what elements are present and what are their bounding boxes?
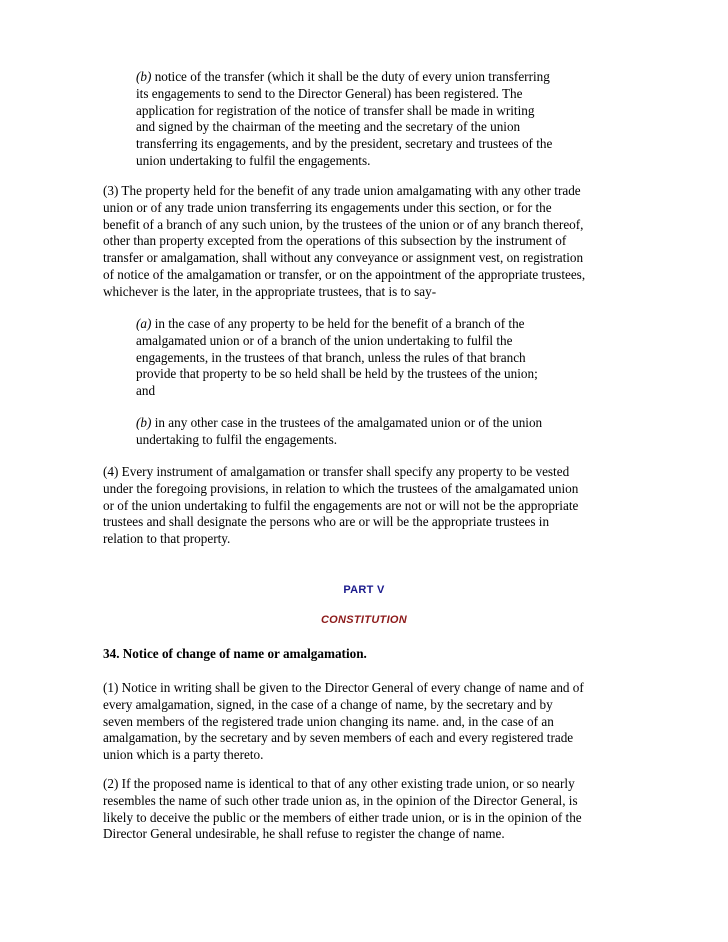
text-line: union which is a party thereto. — [103, 747, 264, 763]
text-line: application for registration of the notice of transfer shall be made in writing — [136, 102, 535, 118]
text-line: relation to that property. — [103, 531, 231, 547]
paragraph-b-notice-of-transfer — [136, 69, 606, 170]
text-line: other than property excepted from the operations of this subsection by the instrument of — [103, 233, 567, 249]
section-heading: 34. Notice of change of name or amalgamation. — [103, 646, 367, 661]
text-line: or of the union undertaking to fulfil the engagements are not or will not be the appropriate — [103, 497, 579, 513]
paragraph-a-branch-property — [136, 316, 606, 400]
text-line: under the foregoing provisions, in relation to which the trustees of the amalgamated union — [103, 480, 579, 496]
text-line: in any other case in the trustees of the amalgamated union or of the union — [151, 415, 543, 430]
item-label: (a) — [136, 316, 152, 331]
text-line: its engagements to send to the Director General) has been registered. The — [136, 85, 523, 101]
paragraph-4-instrument — [103, 464, 633, 548]
text-line: provide that property to be so held shall be held by the trustees of the union; — [136, 366, 538, 382]
text-line: transferring its engagements, and by the president, secretary and trustees of the — [136, 136, 553, 152]
text-line: transfer or amalgamation, shall without any conveyance or assignment vest, on registration — [103, 250, 584, 266]
part-subtitle: CONSTITUTION — [320, 614, 408, 626]
text-line: (1) Notice in writing shall be given to the Director General of every change of name and of — [103, 680, 584, 695]
item-label: (b) — [136, 69, 152, 84]
text-line: trustees and shall designate the persons who are or will be the appropriate trustees in — [103, 514, 550, 530]
text-line: union undertaking to fulfil the engagements. — [136, 152, 371, 168]
paragraph-b-other-case — [136, 415, 606, 449]
text-line: and signed by the chairman of the meeting and the secretary of the union — [136, 119, 521, 135]
paragraph-3-property-vesting — [103, 183, 633, 301]
text-line: benefit of a branch of any such union, by the trustees of the union or of any branch thereof, — [103, 216, 584, 232]
text-line: amalgamated union or of a branch of the union undertaking to fulfil the — [136, 332, 513, 348]
text-line: amalgamation, by the secretary and by seven members of each and every registered trade — [103, 730, 574, 746]
part-title: PART V — [343, 584, 385, 596]
text-line: (4) Every instrument of amalgamation or transfer shall specify any property to be vested — [103, 464, 570, 479]
text-line: engagements, in the trustees of that branch, unless the rules of that branch — [136, 349, 526, 365]
text-line: of notice of the amalgamation or transfer, or on the appointment of the appropriate trustees, — [103, 266, 586, 282]
text-line: undertaking to fulfil the engagements. — [136, 431, 338, 447]
text-line: resembles the name of such other trade union as, in the opinion of the Director General, is — [103, 792, 578, 808]
text-line: every amalgamation, signed, in the case of a change of name, by the secretary and by — [103, 696, 553, 712]
text-line: (3) The property held for the benefit of any trade union amalgamating with any other trade — [103, 183, 581, 198]
item-label: (b) — [136, 415, 152, 430]
text-line: and — [136, 383, 156, 399]
text-line: Director General undesirable, he shall refuse to register the change of name. — [103, 826, 505, 842]
text-line: (2) If the proposed name is identical to that of any other existing trade union, or so nearly — [103, 776, 575, 791]
text-line: likely to deceive the public or the members of either trade union, or is in the opinion of the — [103, 809, 582, 825]
text-line: union or of any trade union transferring its engagements under this section, or for the — [103, 199, 552, 215]
paragraph-34-2-name — [103, 776, 633, 843]
text-line: seven members of the registered trade union changing its name. and, in the case of an — [103, 713, 554, 729]
paragraph-34-1-notice — [103, 680, 633, 764]
text-line: notice of the transfer (which it shall be the duty of every union transferring — [151, 69, 550, 84]
text-line: in the case of any property to be held for the benefit of a branch of the — [151, 316, 525, 331]
text-line: whichever is the later, in the appropriate trustees, that is to say- — [103, 283, 437, 299]
